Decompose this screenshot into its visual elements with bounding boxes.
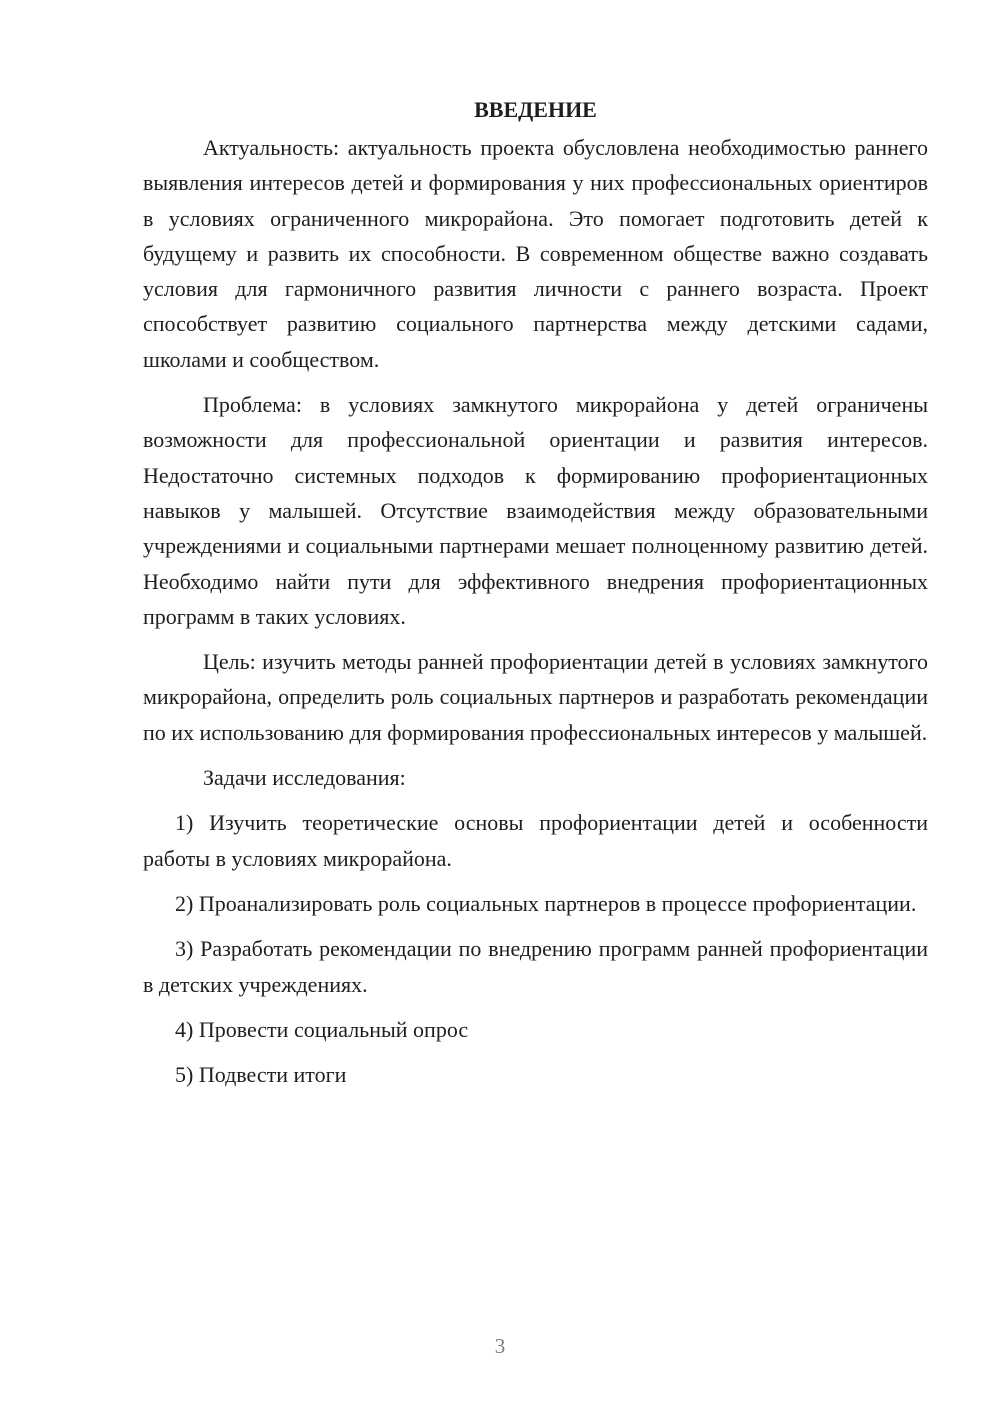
task-item: 5) Подвести итоги <box>175 1062 347 1088</box>
task-item: 2) Проанализировать роль социальных партнеров в процессе профориентации. <box>175 890 917 916</box>
task-item: 4) Провести социальный опрос <box>175 1016 469 1042</box>
paragraph-goal: Цель: изучить методы ранней профориентации детей в условиях замкнутого микрорайона, определить роль социальных партнеров и разработать рекомендации по их использованию для формирования профессиональных интересов у малышей. <box>143 649 928 745</box>
page-number: 3 <box>494 1334 506 1358</box>
task-item: 3) Разработать рекомендации по внедрению программ ранней профориентации в детских учреждениях. <box>143 936 928 997</box>
tasks-list <box>143 805 928 1092</box>
task-item: 1) Изучить теоретические основы профориентации детей и особенности работы в условиях микрорайона. <box>143 810 928 871</box>
tasks-heading: Задачи исследования: <box>203 765 406 791</box>
paragraph-problem: Проблема: в условиях замкнутого микрорайона у детей ограничены возможности для профессиональной ориентации и развития интересов. Недостаточно системных подходов к формированию профориентационных навыков у малышей. Отсутствие взаимодействия между образовательными учреждениями и социальными партнерами мешает полноценному развитию детей. Необходимо найти пути для эффективного внедрения профориентационных программ в таких условиях. <box>143 392 928 629</box>
page-title: ВВЕДЕНИЕ <box>474 97 597 122</box>
paragraph-relevance: Актуальность: актуальность проекта обусловлена необходимостью раннего выявления интересов детей и формирования у них профессиональных ориентиров в условиях ограниченного микрорайона. Это помогает подготовить детей к будущему и развить их способности. В современном обществе важно создавать условия для гармоничного развития личности с раннего возраста. Проект способствует развитию социального партнерства между детскими садами, школами и сообществом. <box>143 135 928 372</box>
page-content <box>143 94 928 1102</box>
